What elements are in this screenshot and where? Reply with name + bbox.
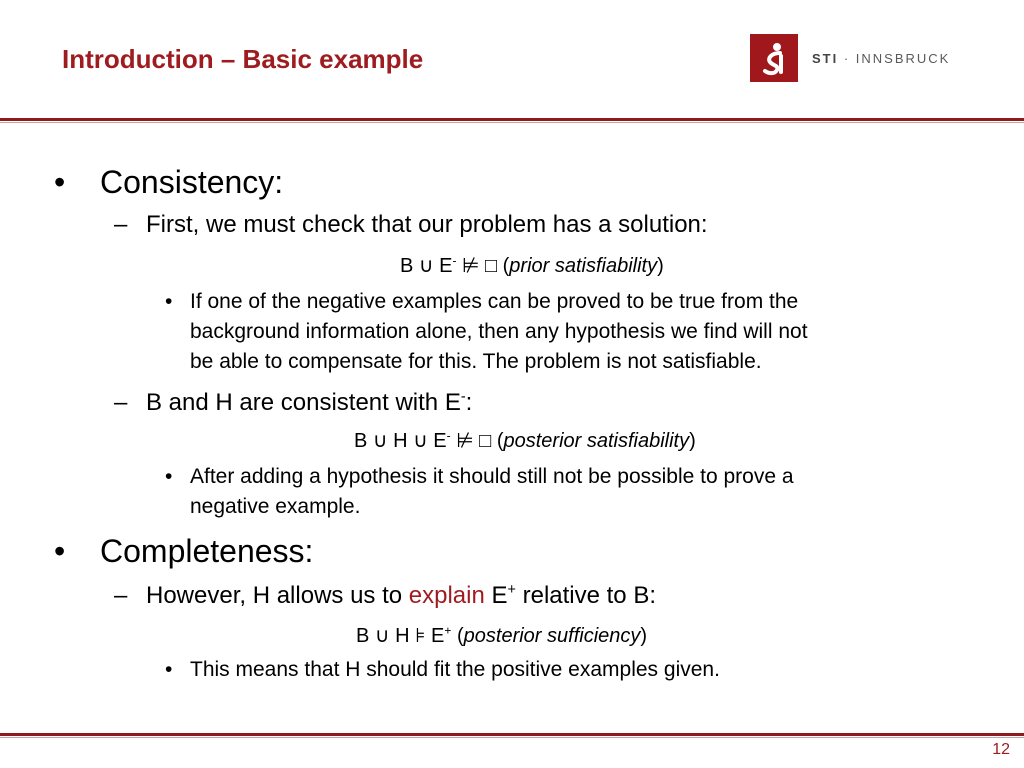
footer-divider-thin	[0, 737, 1024, 738]
formula-prior-satisfiability: B ∪ E- ⊭ □ (prior satisfiability)	[400, 253, 664, 277]
sub-bullet-explain-positive: – However, H allows us to explain E+ relative to B:	[114, 582, 656, 609]
detail-fit-positive: • This means that H should fit the positive examples given.	[165, 658, 720, 681]
formula-posterior-sufficiency: B ∪ H ⊧ E+ (posterior sufficiency)	[356, 623, 648, 647]
header-divider	[0, 118, 1024, 121]
logo-text: STI · INNSBRUCK	[812, 50, 951, 66]
sti-logo-icon	[750, 34, 798, 82]
slide-title: Introduction – Basic example	[62, 44, 424, 74]
formula-posterior-satisfiability: B ∪ H ∪ E- ⊭ □ (posterior satisfiability)	[354, 428, 696, 452]
footer-divider	[0, 733, 1024, 736]
sti-innsbruck-logo	[750, 34, 950, 82]
detail-negative-examples: • If one of the negative examples can be proved to be true from the background information alone, then any hypothesis we find will not be able to compensate for this. The problem is not satisfiable.	[165, 290, 808, 373]
explain-highlight: explain	[408, 582, 485, 609]
bullet-consistency: • Consistency:	[54, 164, 284, 200]
bullet-completeness: • Completeness:	[54, 533, 314, 569]
page-number: 12	[992, 741, 1010, 758]
header-divider-thin	[0, 122, 1024, 123]
sub-bullet-consistent-with-negative: – B and H are consistent with E-:	[114, 389, 473, 416]
sub-bullet-check-solution: – First, we must check that our problem has a solution:	[114, 211, 708, 238]
detail-after-hypothesis: • After adding a hypothesis it should still not be possible to prove a negative example.	[165, 465, 794, 518]
